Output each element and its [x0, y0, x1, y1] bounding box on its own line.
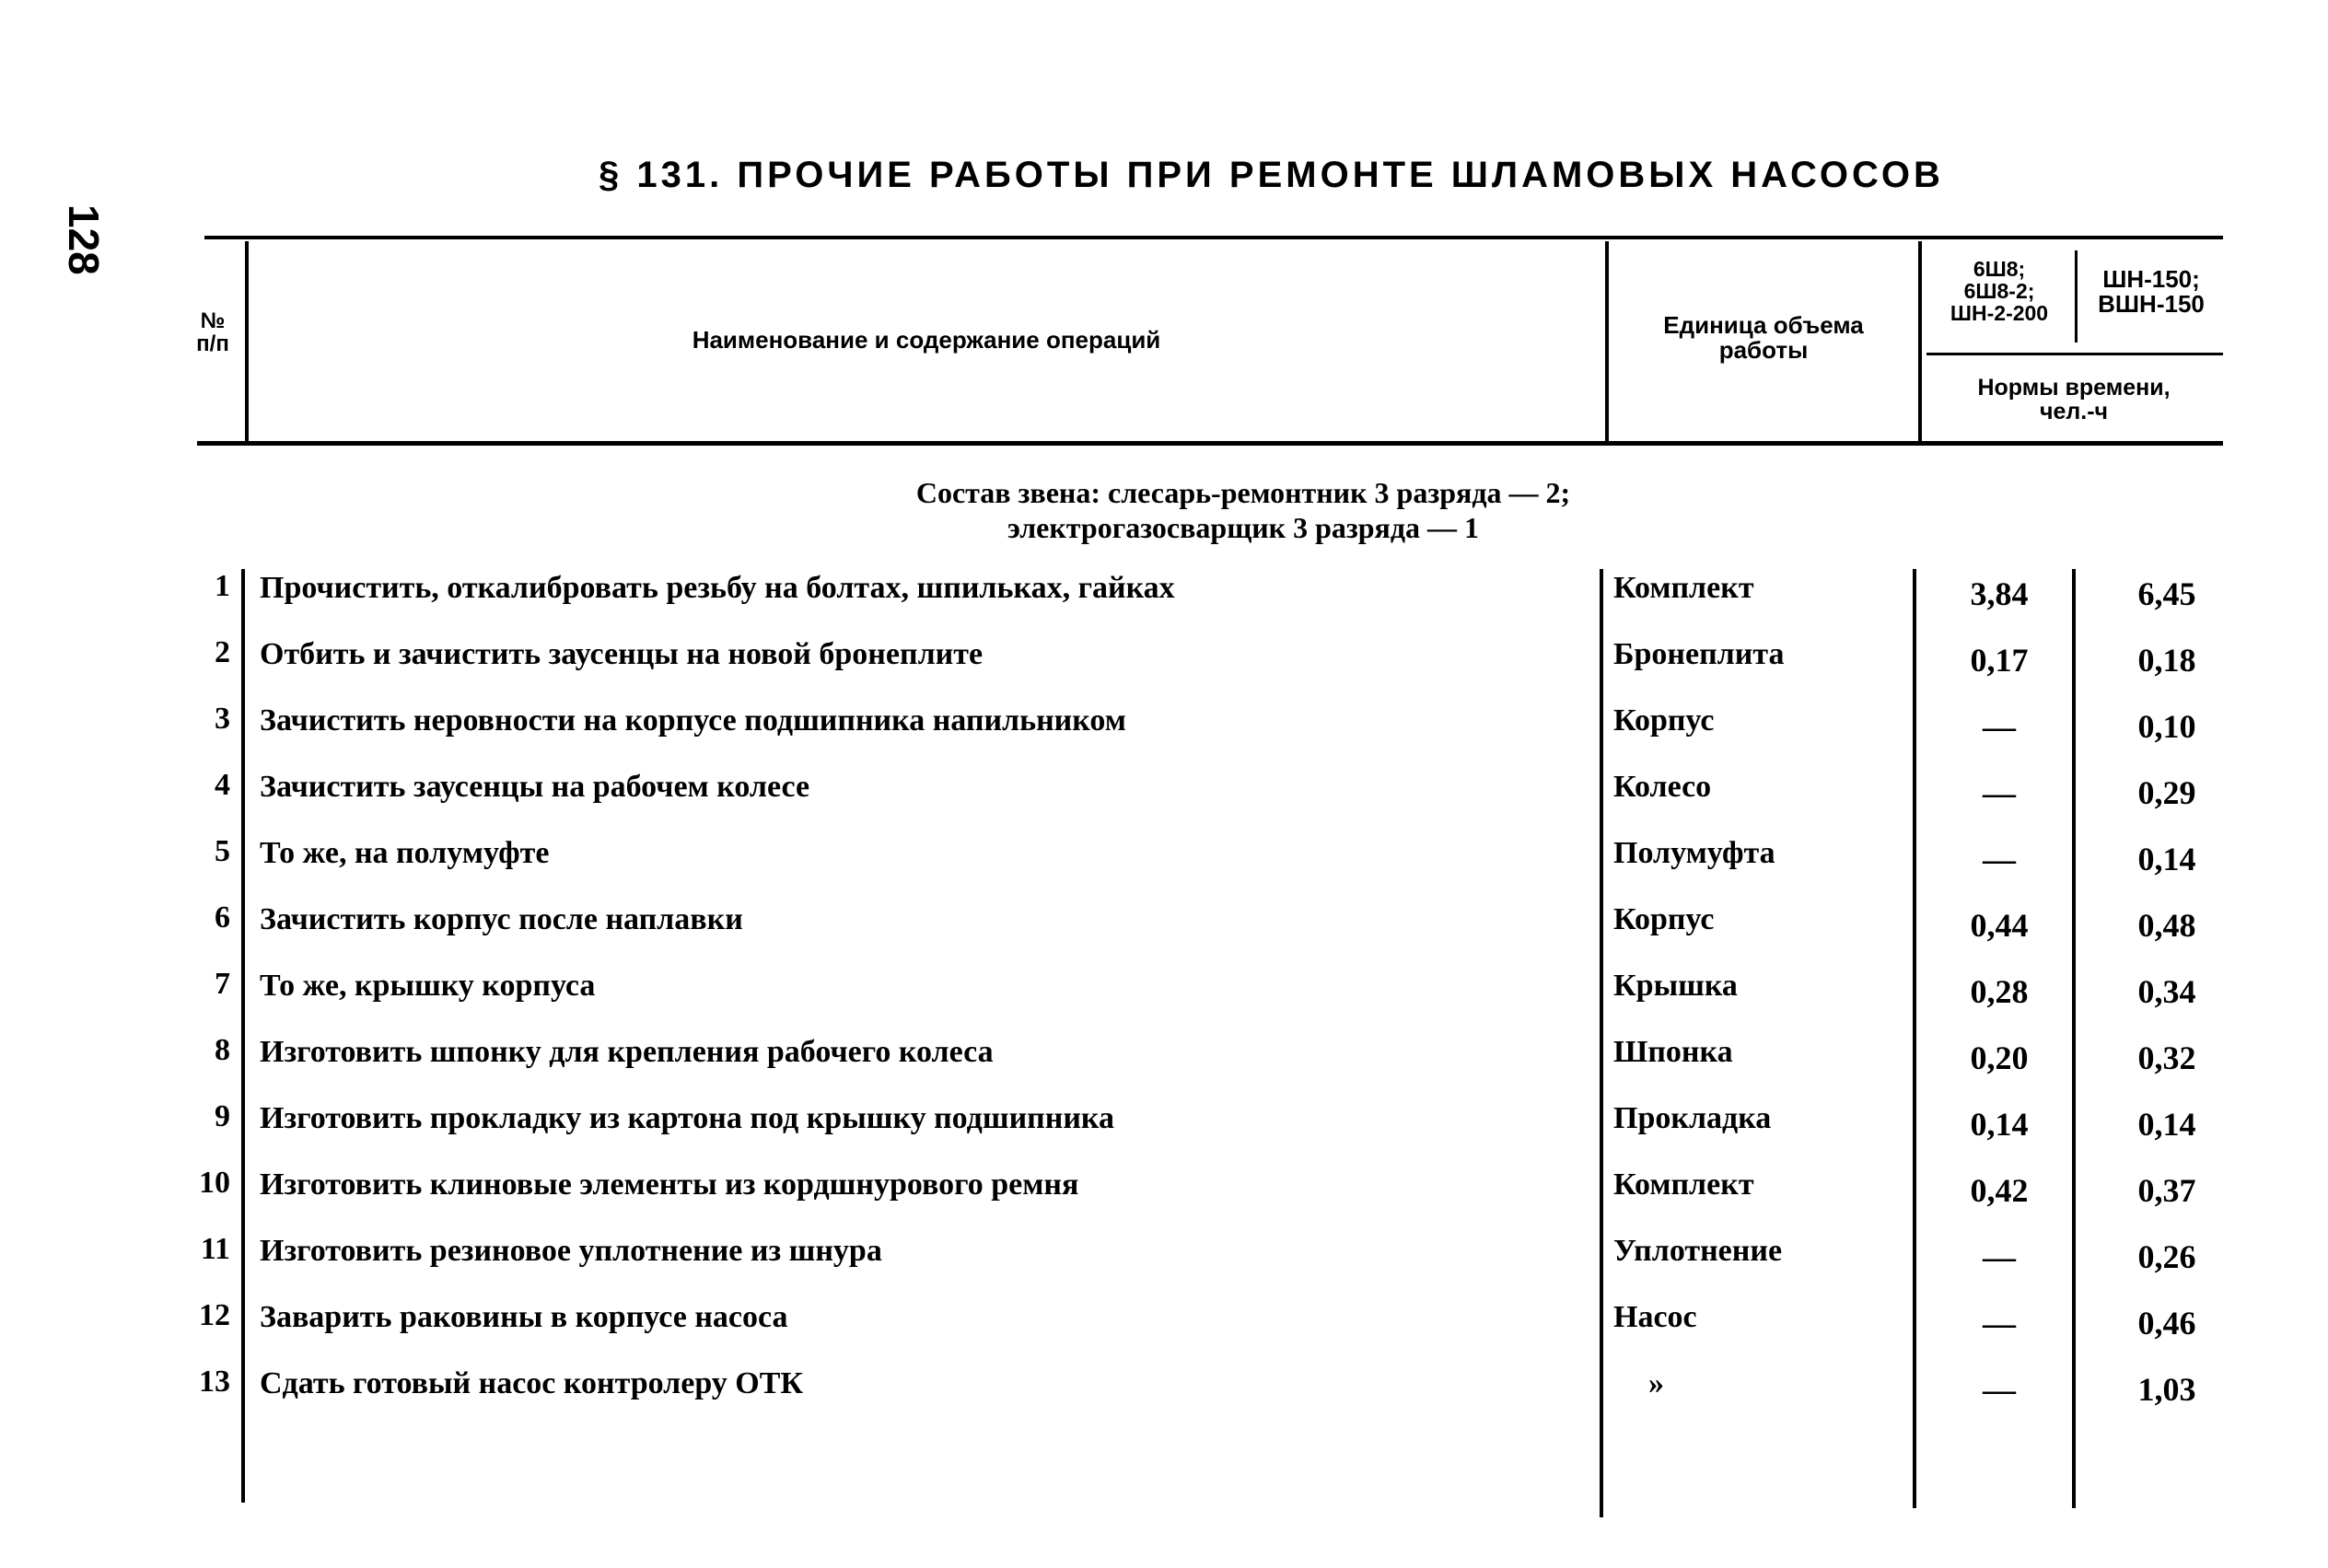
header-unit-line2: работы — [1718, 336, 1809, 365]
row-operation: Изготовить клиновые элементы из кордшнурового ремня — [260, 1167, 1079, 1202]
row-unit: Комплект — [1613, 1167, 1754, 1202]
row-operation: Изготовить шпонку для крепления рабочего колеса — [260, 1035, 994, 1069]
row-number: 8 — [215, 1033, 230, 1067]
table-row — [0, 900, 2328, 967]
row-operation: Заварить раковины в корпусе насоса — [260, 1300, 788, 1334]
header-norms-line1: Нормы времени, — [1977, 375, 2171, 401]
table-row — [0, 1232, 2328, 1298]
row-norm-6sh8: — — [1983, 1238, 2016, 1275]
row-number: 2 — [215, 635, 230, 669]
row-norm-6sh8: — — [1983, 1305, 2016, 1342]
crew-line2: электрогазосварщик 3 разряда — 1 — [1007, 511, 1480, 544]
row-unit: Шпонка — [1613, 1035, 1733, 1069]
row-norm-shn150: 0,32 — [2137, 1040, 2196, 1076]
section-title: § 131. ПРОЧИЕ РАБОТЫ ПРИ РЕМОНТЕ ШЛАМОВЫХ НАСОСОВ — [599, 155, 1944, 195]
row-norm-6sh8: 0,42 — [1970, 1172, 2029, 1209]
row-unit: Корпус — [1613, 703, 1715, 738]
header-col1 — [1925, 258, 2074, 324]
row-number: 5 — [215, 834, 230, 868]
row-unit: Крышка — [1613, 969, 1738, 1003]
table-row — [0, 967, 2328, 1033]
row-number: 11 — [200, 1232, 230, 1266]
header-col2 — [2079, 267, 2223, 318]
table-row — [0, 1099, 2328, 1166]
table-row — [0, 1033, 2328, 1099]
row-norm-6sh8: 0,20 — [1970, 1040, 2029, 1076]
row-number: 9 — [215, 1099, 230, 1133]
row-unit: Насос — [1613, 1300, 1697, 1334]
row-norm-6sh8: — — [1983, 1371, 2016, 1408]
row-number: 12 — [199, 1298, 230, 1332]
table-row — [0, 768, 2328, 834]
header-col2-line1: ШН-150; — [2102, 265, 2200, 293]
row-number: 7 — [215, 967, 230, 1001]
row-number: 1 — [215, 569, 230, 603]
row-norm-shn150: 1,03 — [2137, 1371, 2196, 1408]
table-row — [0, 1365, 2328, 1431]
page-number: 128 — [60, 204, 108, 275]
row-unit: Полумуфта — [1613, 836, 1775, 870]
row-norm-6sh8: 3,84 — [1970, 575, 2029, 612]
row-norm-shn150: 0,14 — [2137, 841, 2196, 877]
header-num — [184, 309, 241, 355]
row-unit: Корпус — [1613, 902, 1715, 936]
header-divider-unit — [1605, 241, 1609, 442]
table-row — [0, 1166, 2328, 1232]
header-num-line2: п/п — [196, 331, 229, 357]
row-operation: Прочистить, откалибровать резьбу на болтах, шпильках, гайках — [260, 571, 1175, 605]
crew-line1: Состав звена: слесарь-ремонтник 3 разряда — 2; — [915, 476, 1571, 509]
header-col2-line2: ВШН-150 — [2098, 290, 2205, 319]
table-row — [0, 635, 2328, 702]
row-operation: Зачистить неровности на корпусе подшипника напильником — [260, 703, 1126, 738]
norms-rule — [1926, 353, 2223, 355]
row-operation: Изготовить прокладку из картона под крышку подшипника — [260, 1101, 1115, 1135]
row-norm-shn150: 0,46 — [2137, 1305, 2196, 1342]
row-norm-6sh8: 0,28 — [1970, 973, 2029, 1010]
table-row — [0, 1298, 2328, 1365]
row-unit: » — [1648, 1366, 1664, 1400]
crew-composition — [691, 475, 1796, 545]
row-norm-shn150: 0,37 — [2137, 1172, 2196, 1209]
table-row — [0, 834, 2328, 900]
row-norm-6sh8: 0,14 — [1970, 1106, 2029, 1143]
row-norm-6sh8: — — [1983, 708, 2016, 745]
table-row — [0, 702, 2328, 768]
row-operation: Изготовить резиновое уплотнение из шнура — [260, 1234, 882, 1268]
header-top-rule — [204, 236, 2223, 239]
header-divider-num — [245, 241, 249, 442]
header-unit-line1: Единица объема — [1663, 311, 1864, 339]
header-divider-norms — [1918, 241, 1922, 442]
row-norm-shn150: 0,18 — [2137, 642, 2196, 679]
header-norms — [1925, 376, 2223, 424]
row-number: 10 — [199, 1166, 230, 1200]
row-number: 4 — [215, 768, 230, 802]
row-operation: То же, на полумуфте — [260, 836, 550, 870]
row-norm-shn150: 0,26 — [2137, 1238, 2196, 1275]
row-number: 6 — [215, 900, 230, 935]
row-number: 3 — [215, 702, 230, 736]
row-unit: Комплект — [1613, 571, 1754, 605]
header-divider-cols — [2075, 250, 2078, 343]
row-operation: Зачистить заусенцы на рабочем колесе — [260, 770, 810, 804]
header-norms-line2: чел.-ч — [2039, 399, 2109, 425]
row-operation: Сдать готовый насос контролеру ОТК — [260, 1366, 804, 1400]
table-row — [0, 569, 2328, 635]
row-unit: Прокладка — [1613, 1101, 1772, 1135]
row-norm-shn150: 0,34 — [2137, 973, 2196, 1010]
row-norm-shn150: 0,48 — [2137, 907, 2196, 944]
row-norm-6sh8: 0,17 — [1970, 642, 2029, 679]
row-unit: Колесо — [1613, 770, 1712, 804]
header-name: Наименование и содержание операций — [692, 326, 1161, 354]
row-operation: То же, крышку корпуса — [260, 969, 596, 1003]
header-col1-line2: 6Ш8-2; — [1963, 279, 2035, 304]
header-unit — [1612, 313, 1915, 364]
row-operation: Отбить и зачистить заусенцы на новой бронеплите — [260, 637, 984, 671]
row-norm-6sh8: 0,44 — [1970, 907, 2029, 944]
row-norm-6sh8: — — [1983, 774, 2016, 811]
row-number: 13 — [199, 1365, 230, 1399]
row-unit: Бронеплита — [1613, 637, 1785, 671]
header-col1-line3: ШН-2-200 — [1950, 301, 2049, 326]
row-norm-shn150: 0,14 — [2137, 1106, 2196, 1143]
header-num-line1: № — [200, 308, 226, 333]
header-col1-line1: 6Ш8; — [1973, 257, 2026, 281]
row-norm-shn150: 6,45 — [2137, 575, 2196, 612]
row-norm-6sh8: — — [1983, 841, 2016, 877]
row-unit: Уплотнение — [1613, 1234, 1783, 1268]
row-operation: Зачистить корпус после наплавки — [260, 902, 743, 936]
row-norm-shn150: 0,29 — [2137, 774, 2196, 811]
row-norm-shn150: 0,10 — [2137, 708, 2196, 745]
